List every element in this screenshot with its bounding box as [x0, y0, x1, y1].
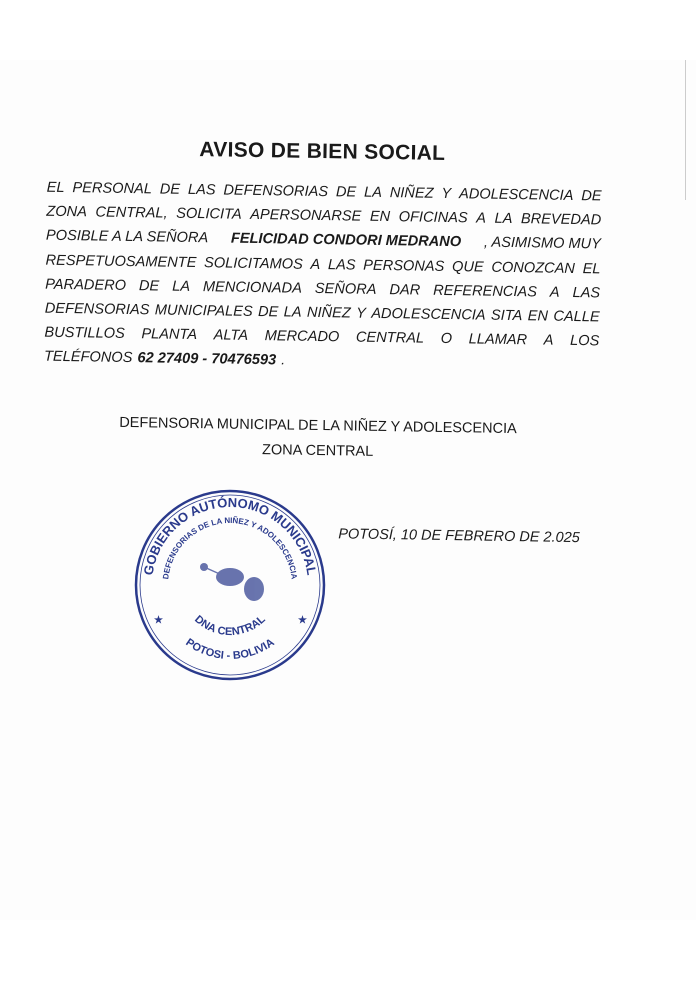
word: MUNICIPALES — [154, 302, 253, 320]
word: LA — [363, 184, 383, 201]
word: LAS — [187, 181, 216, 199]
stamp-bottom-line-2: POTOSI - BOLIVIA — [183, 636, 277, 662]
word: QUE — [451, 258, 484, 276]
star-icon: ★ — [298, 615, 307, 626]
word: RESPETUOSAMENTE — [45, 252, 197, 271]
word: DE — [138, 277, 160, 295]
signature-line-2: ZONA CENTRAL — [261, 442, 374, 460]
word: CENTRAL — [355, 329, 425, 347]
highlighted-text: 62 27409 - 70476593 — [137, 350, 277, 369]
word: CALLE — [553, 308, 600, 326]
text-segment: POSIBLE A LA SEÑORA — [45, 228, 209, 247]
word: PERSONAL — [72, 180, 153, 198]
star-icon: ★ — [154, 615, 163, 626]
word: DE — [159, 181, 181, 198]
word: LAS — [572, 284, 601, 302]
word: PLANTA — [141, 326, 198, 344]
word: DEFENSORIAS — [44, 300, 150, 319]
word: BREVEDAD — [520, 211, 602, 229]
word: SEÑORA — [314, 280, 377, 298]
text-segment: . — [281, 352, 286, 369]
word: LA — [283, 304, 302, 321]
notice-body — [44, 176, 602, 378]
word: LAS — [327, 256, 356, 274]
word: SOLICITAMOS — [203, 254, 303, 273]
word: NIÑEZ — [306, 304, 351, 322]
word: EN — [527, 308, 549, 325]
word: CONOZCAN — [491, 259, 576, 277]
word: DE — [581, 188, 602, 205]
word: A — [549, 284, 560, 301]
word: ZONA — [46, 203, 88, 221]
stamp-inner-text: DEFENSORIAS DE LA NIÑEZ Y ADOLESCENCIA — [161, 515, 299, 580]
word: ADOLESCENCIA — [371, 305, 486, 324]
word: REFERENCIAS — [433, 282, 538, 301]
word: MENCIONADA — [202, 278, 303, 297]
word: DE — [257, 304, 279, 321]
coat-of-arms-icon — [200, 563, 264, 601]
word: Y — [441, 185, 452, 203]
word: SOLICITA — [176, 205, 242, 223]
official-stamp — [130, 485, 330, 685]
word: PERSONAS — [363, 257, 445, 275]
word: OFICINAS — [398, 209, 468, 227]
word: SITA — [490, 307, 523, 325]
stamp-bottom-line-1: DNA CENTRAL — [192, 613, 268, 639]
word: APERSONARSE — [250, 207, 362, 225]
signature-line-1: DEFENSORIA MUNICIPAL DE LA NIÑEZ Y ADOLESCENCIA — [119, 414, 517, 438]
word: LLAMAR — [468, 331, 528, 349]
text-segment: , ASIMISMO MUY — [483, 234, 602, 253]
highlighted-text: FELICIDAD CONDORI MEDRANO — [230, 231, 462, 251]
notice-title: AVISO DE BIEN SOCIAL — [199, 138, 446, 165]
word: O — [440, 331, 453, 348]
word: A — [476, 210, 487, 227]
word: LOS — [569, 333, 600, 350]
word: EL — [46, 179, 65, 196]
word: DEFENSORIAS — [223, 182, 329, 201]
word: ADOLESCENCIA — [458, 186, 574, 204]
word: PARADERO — [45, 276, 127, 294]
word: MERCADO — [264, 328, 340, 346]
stamp-outer-text: GOBIERNO AUTÓNOMO MUNICIPAL — [140, 494, 320, 577]
word: EN — [369, 208, 391, 226]
word: Y — [356, 305, 366, 322]
word: ALTA — [213, 327, 249, 345]
notice-date: POTOSÍ, 10 DE FEBRERO DE 2.025 — [338, 526, 580, 547]
word: LA — [172, 278, 191, 295]
word: CENTRAL, — [95, 204, 168, 222]
word: BUSTILLOS — [44, 324, 125, 343]
word: A — [310, 256, 321, 273]
word: A — [543, 332, 554, 349]
text-segment: TELÉFONOS — [43, 349, 133, 367]
word: EL — [582, 260, 601, 278]
word: DAR — [389, 281, 421, 299]
word: LA — [494, 210, 513, 228]
word: NIÑEZ — [389, 185, 434, 202]
word: DE — [335, 184, 357, 201]
